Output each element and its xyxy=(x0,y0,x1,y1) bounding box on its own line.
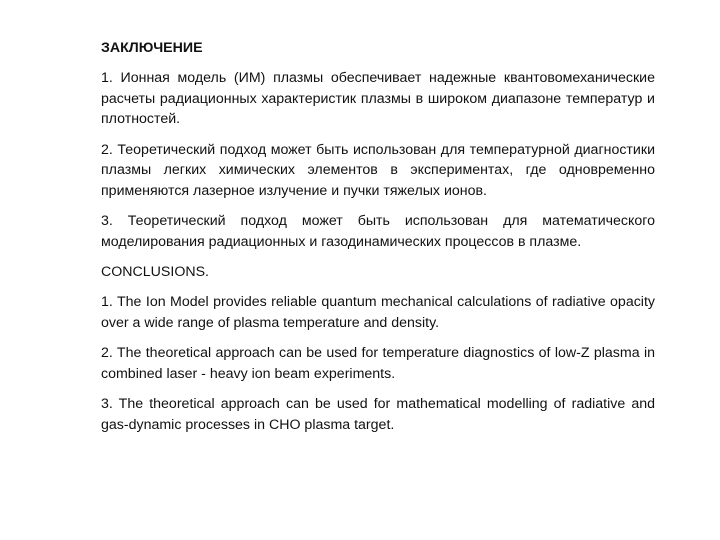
document-page xyxy=(101,38,655,445)
russian-conclusion-3: 3. Теоретический подход может быть использован для математического моделирования радиационных и газодинамических процессов в плазме. xyxy=(101,213,655,250)
english-heading: CONCLUSIONS. xyxy=(101,264,209,280)
russian-conclusion-2: 2. Теоретический подход может быть использован для температурной диагностики плазмы легких химических элементов в экспериментах, где одновременно применяются лазерное излучение и пучки тяжелых ионов. xyxy=(101,141,655,199)
english-conclusion-1: 1. The Ion Model provides reliable quantum mechanical calculations of radiative opacity over a wide range of plasma temperature and density. xyxy=(101,294,655,331)
russian-heading: ЗАКЛЮЧЕНИЕ xyxy=(101,40,203,56)
english-conclusion-2: 2. The theoretical approach can be used for temperature diagnostics of low-Z plasma in combined laser - heavy ion beam experiments. xyxy=(101,345,655,382)
english-conclusion-3: 3. The theoretical approach can be used for mathematical modelling of radiative and gas-dynamic processes in CHO plasma target. xyxy=(101,396,655,433)
russian-conclusion-1: 1. Ионная модель (ИМ) плазмы обеспечивает надежные квантовомеханические расчеты радиационных характеристик плазмы в широком диапазоне температур и плотностей. xyxy=(101,70,655,127)
